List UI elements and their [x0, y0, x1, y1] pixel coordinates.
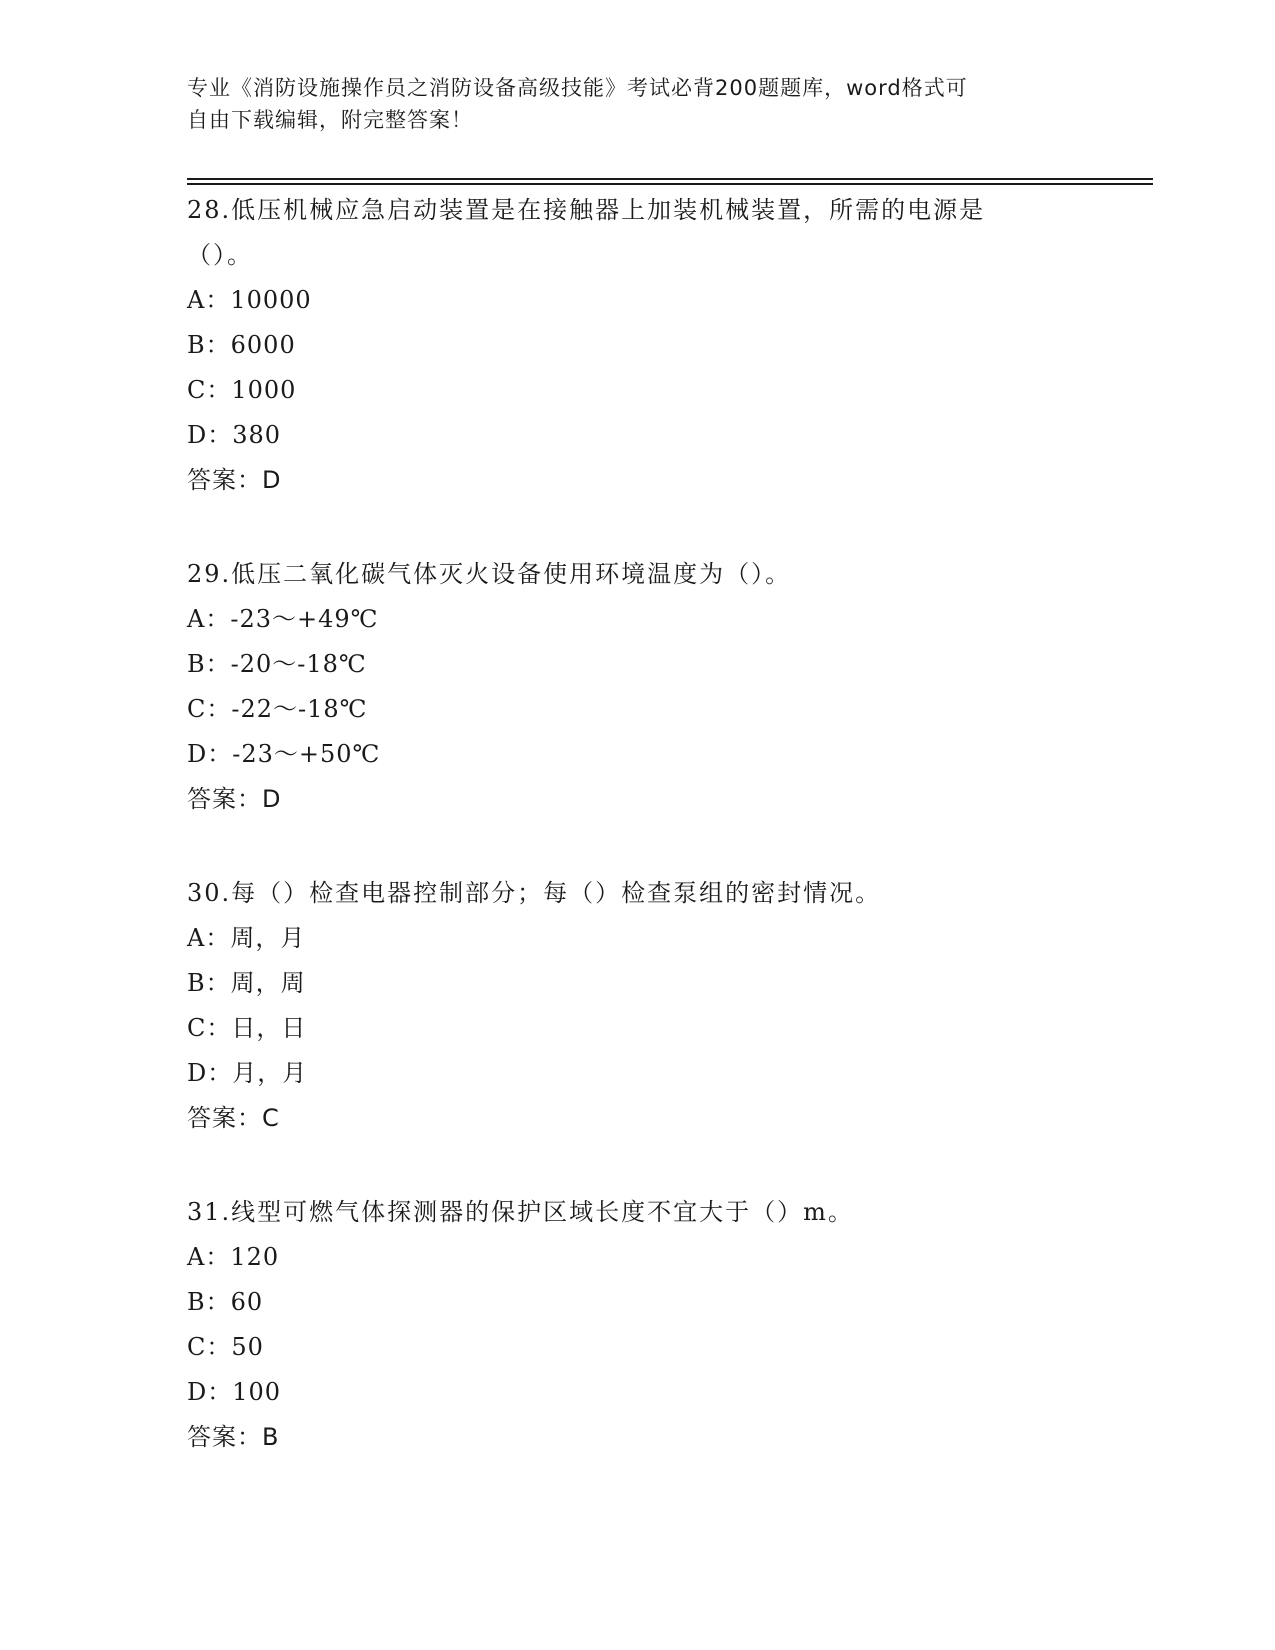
option-b: B：60 [187, 1288, 264, 1316]
question-stem-continued: （）。 [187, 241, 253, 269]
question-stem: 29.低压二氧化碳气体灭火设备使用环境温度为（）。 [187, 560, 792, 588]
answer-line: 答案：B [187, 1423, 280, 1451]
option-d: D：-23～+50℃ [187, 740, 381, 768]
document-header [187, 72, 1087, 136]
answer-line: 答案：D [187, 785, 282, 813]
option-a: A：120 [187, 1243, 280, 1271]
question-30 [187, 871, 1087, 1141]
option-d: D：100 [187, 1378, 282, 1406]
option-d: D：380 [187, 421, 282, 449]
question-31 [187, 1190, 1087, 1460]
answer-line: 答案：D [187, 466, 282, 494]
option-a: A：-23～+49℃ [187, 605, 379, 633]
option-b: B：周，周 [187, 969, 306, 997]
header-divider-top [187, 178, 1153, 180]
option-c: C：50 [187, 1333, 264, 1361]
option-a: A：10000 [187, 286, 312, 314]
option-c: C：-22～-18℃ [187, 695, 368, 723]
question-28 [187, 188, 1087, 503]
question-stem: 30.每（）检查电器控制部分；每（）检查泵组的密封情况。 [187, 879, 882, 907]
answer-line: 答案：C [187, 1104, 280, 1132]
header-divider-bottom [187, 183, 1153, 185]
header-line-1: 专业《消防设施操作员之消防设备高级技能》考试必背200题题库，word格式可 [187, 76, 968, 100]
question-29 [187, 552, 1087, 822]
option-a: A：周，月 [187, 924, 306, 952]
header-line-2: 自由下载编辑，附完整答案！ [187, 108, 473, 132]
option-c: C：1000 [187, 376, 297, 404]
option-c: C：日，日 [187, 1014, 307, 1042]
option-b: B：-20～-18℃ [187, 650, 367, 678]
option-d: D：月，月 [187, 1059, 308, 1087]
question-stem: 28.低压机械应急启动装置是在接触器上加装机械装置，所需的电源是 [187, 196, 986, 224]
question-stem: 31.线型可燃气体探测器的保护区域长度不宜大于（）m。 [187, 1198, 854, 1226]
option-b: B：6000 [187, 331, 296, 359]
